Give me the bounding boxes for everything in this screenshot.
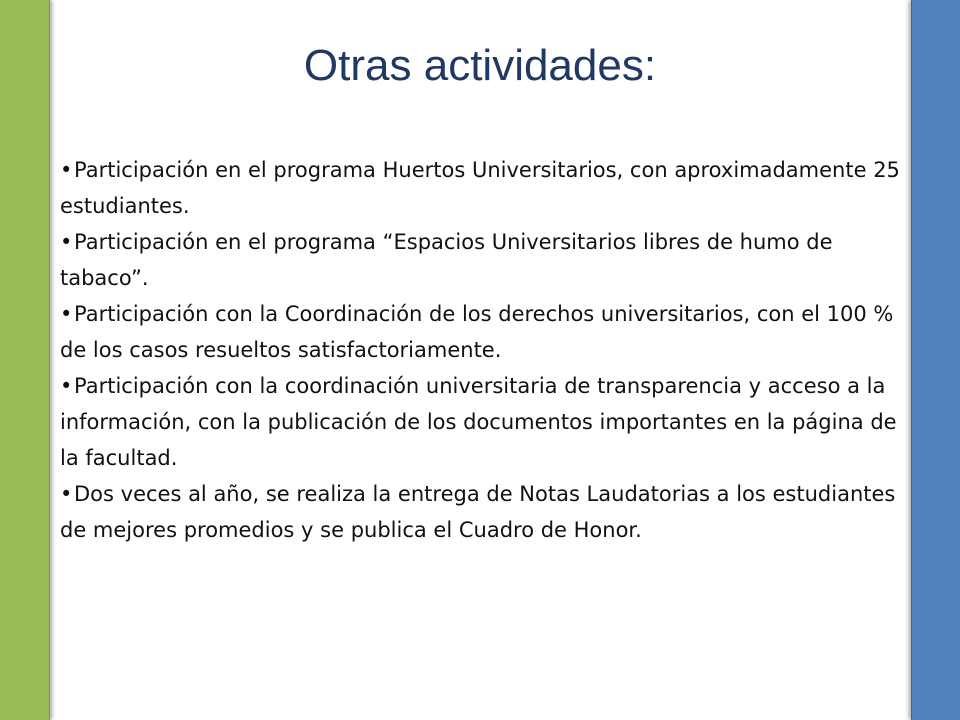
bullet-text: Dos veces al año, se realiza la entrega de Notas Laudatorias a los estudiantes de mejores promedios y se publica el Cuadro de Honor. xyxy=(60,482,896,542)
bullet-item xyxy=(60,224,900,296)
bullet-item xyxy=(60,476,900,548)
bullet-list xyxy=(60,152,900,548)
slide-title: Otras actividades: xyxy=(303,41,657,90)
bullet-text: Participación con la Coordinación de los derechos universitarios, con el 100 % de los casos resueltos satisfactoriamente. xyxy=(60,302,894,362)
bullet-item xyxy=(60,296,900,368)
bullet-icon: • xyxy=(60,158,73,182)
bullet-icon: • xyxy=(60,302,73,326)
bullet-icon: • xyxy=(60,374,73,398)
bullet-text: Participación en el programa “Espacios Universitarios libres de humo de tabaco”. xyxy=(60,230,833,290)
bullet-item xyxy=(60,152,900,224)
bullet-text: Participación con la coordinación universitaria de transparencia y acceso a la información, con la publicación de los documentos importantes en la página de la facultad. xyxy=(60,374,897,470)
right-decorative-bar xyxy=(911,0,960,720)
bullet-icon: • xyxy=(60,230,73,254)
bullet-item xyxy=(60,368,900,476)
bullet-icon: • xyxy=(60,482,73,506)
bullet-text: Participación en el programa Huertos Universitarios, con aproximadamente 25 estudiantes. xyxy=(60,158,900,218)
left-decorative-bar xyxy=(0,0,50,720)
